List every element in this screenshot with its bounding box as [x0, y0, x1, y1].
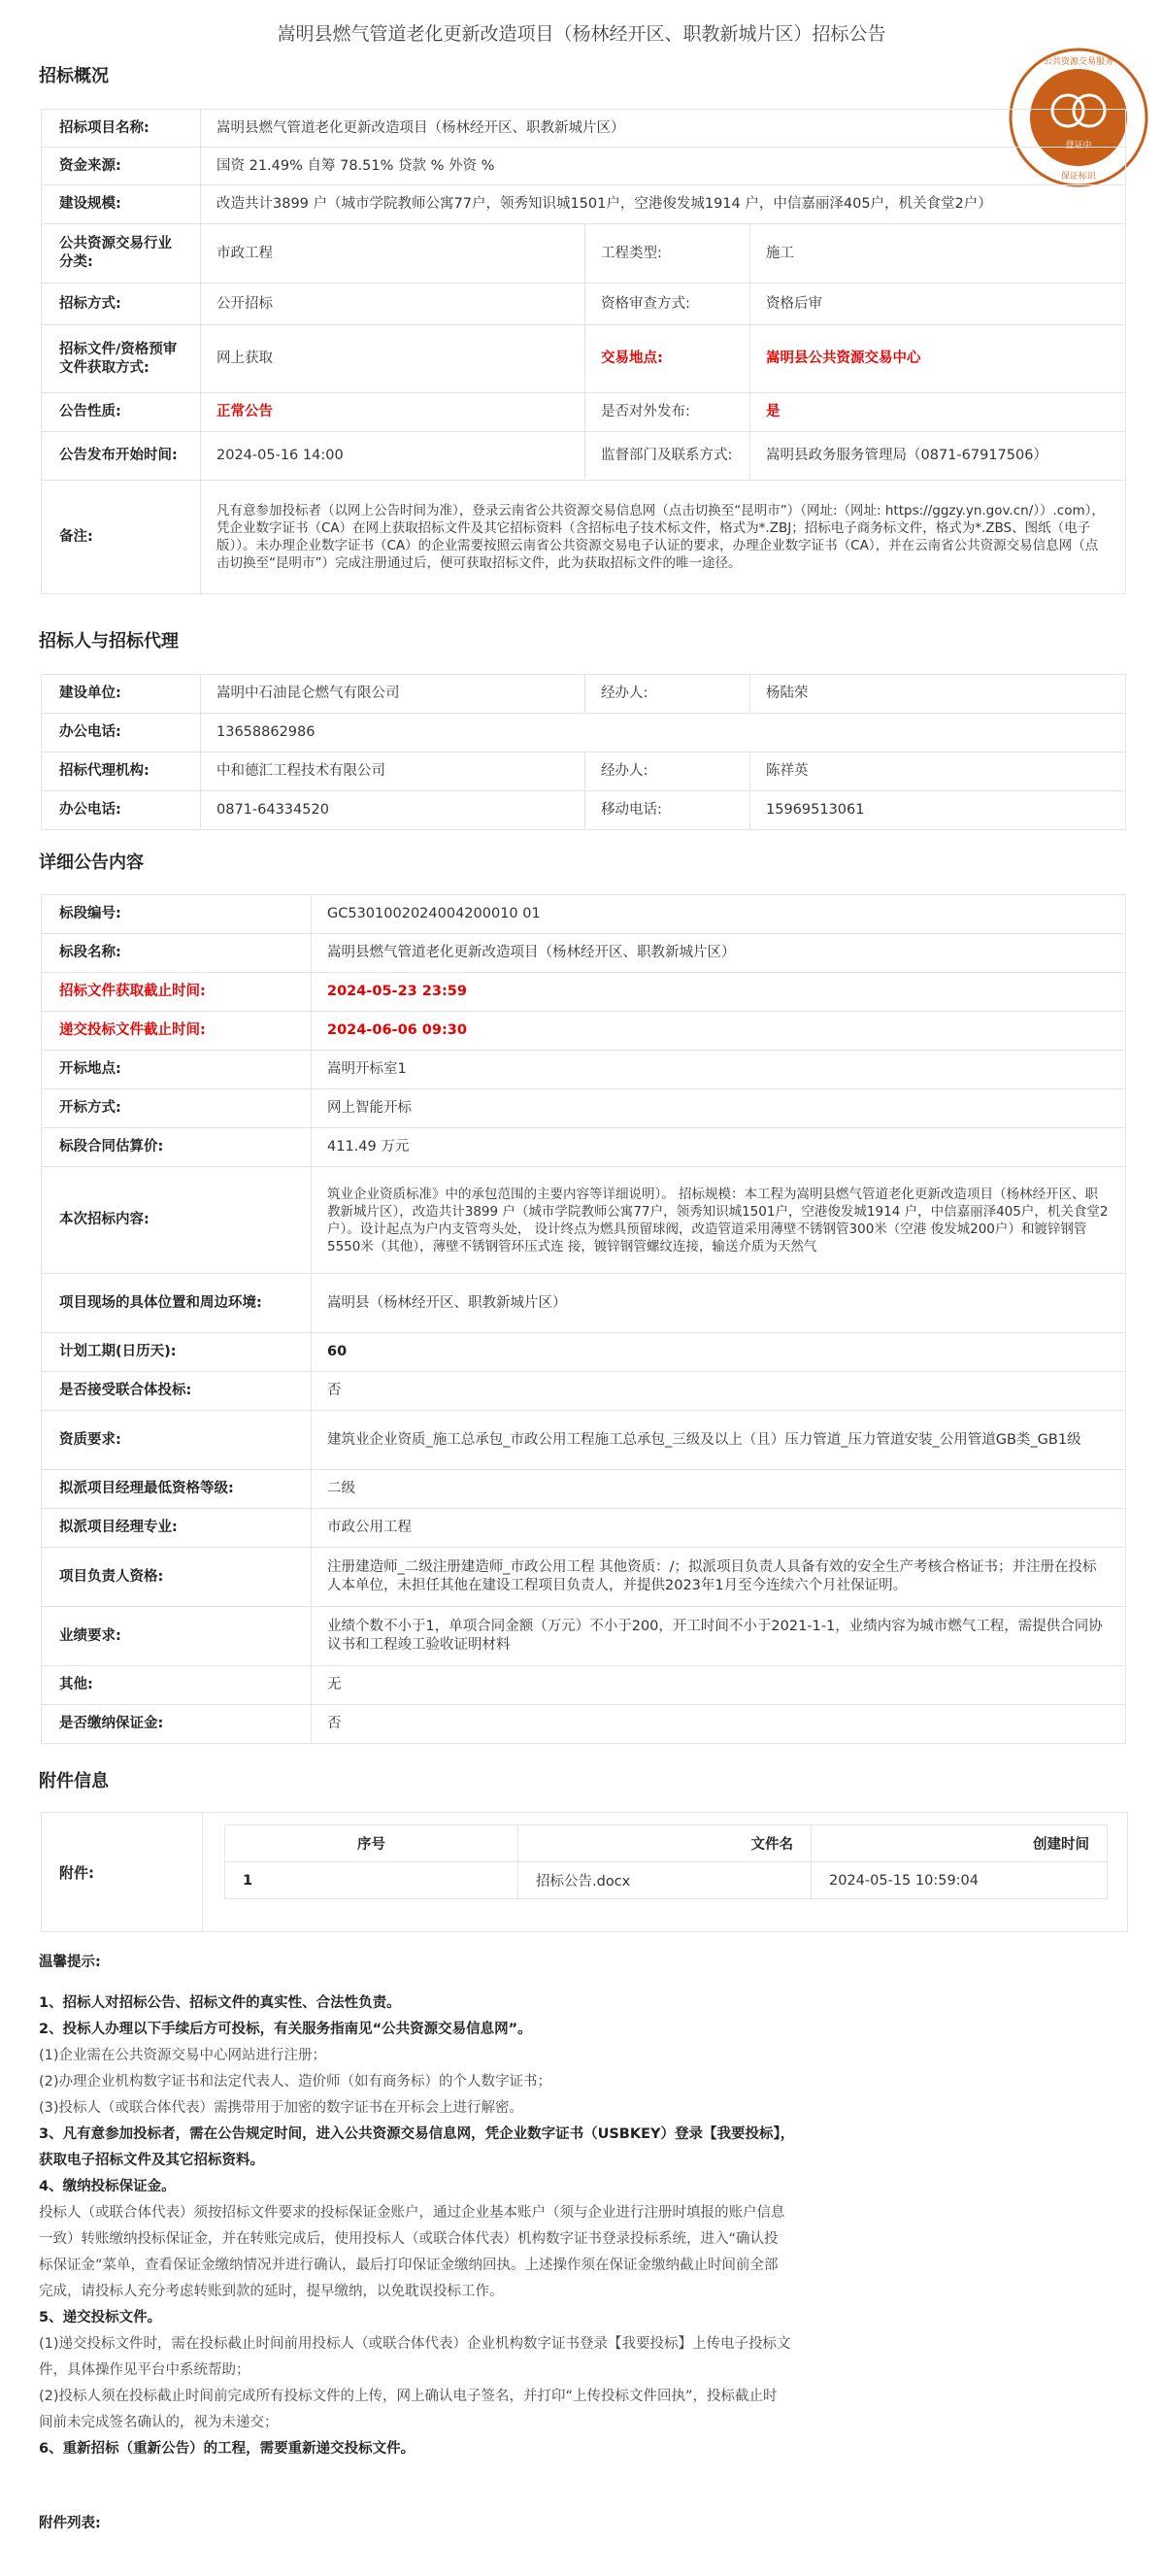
- section-tenderer-title: 招标人与招标代理: [39, 631, 179, 652]
- deposit-label: 是否缴纳保证金:: [42, 1705, 312, 1744]
- performance-value: 业绩个数不小于1，单项合同金额（万元）不小于200，开工时间不小于2021-1-1，业绩内容为城市燃气工程，需提供合同协议书和工程竣工验收证明材料: [312, 1607, 1126, 1666]
- nature-label: 公告性质:: [42, 393, 201, 432]
- section-no-label: 标段编号:: [42, 895, 312, 934]
- content-value: 筑业企业资质标准》中的承包范围的主要内容等详细说明）。 招标规模：本工程为嵩明县燃气管道老化更新改造项目（杨林经开区、职教新城片区），改造共计3899 户（城市学院教师公寓77户，领秀知识城1501户，空港俊发城1914 户，中信嘉丽泽405户，机关食堂2户）。设计起点为户内支管弯头处， 设计终点为燃具预留球阀，改造管道采用薄壁不锈钢管300米（空港 俊发城200户）和镀锌钢管5550米（其他），薄壁不锈钢管环压式连 接，镀锌钢管螺纹连接，输送介质为天然气: [312, 1167, 1126, 1274]
- supervisor-value: 嵩明县政务服务管理局（0871-67917506）: [750, 432, 1126, 481]
- location-label: 项目现场的具体位置和周边环境:: [42, 1274, 312, 1333]
- doc-deadline-label: 招标文件获取截止时间:: [42, 973, 312, 1012]
- other-label: 其他:: [42, 1666, 312, 1705]
- agency-value: 中和德汇工程技术有限公司: [201, 753, 585, 791]
- supervisor-label: 监督部门及联系方式:: [585, 432, 750, 481]
- pm-level-label: 拟派项目经理最低资格等级:: [42, 1470, 312, 1509]
- price-label: 标段合同估算价:: [42, 1128, 312, 1167]
- start-time-label: 公告发布开始时间:: [42, 432, 201, 481]
- category-value: 市政工程: [201, 224, 585, 284]
- attach-list-label: 附件列表:: [39, 2516, 101, 2531]
- notice-line: 一致）转账缴纳投标保证金，并在转账完成后，使用投标人（或联合体代表）机构数字证书登录投标系统，进入“确认投: [39, 2231, 779, 2247]
- location-value: 嵩明县（杨林经开区、职教新城片区）: [312, 1274, 1126, 1333]
- open-place-value: 嵩明开标室1: [312, 1051, 1126, 1089]
- mobile-value: 15969513061: [750, 791, 1126, 830]
- notice-line: 投标人（或联合体代表）须按招标文件要求的投标保证金账户，通过企业基本账户（须与企业进行注册时填报的账户信息: [39, 2205, 785, 2221]
- notice-line: 完成，请投标人充分考虑转账到款的延时，提早缴纳，以免耽误投标工作。: [39, 2284, 504, 2299]
- project-type-value: 施工: [750, 224, 1126, 284]
- attachments-table: [224, 1824, 1108, 1899]
- venue-value: 嵩明县公共资源交易中心: [750, 325, 1126, 393]
- tenderer-table: [41, 674, 1126, 830]
- pm-major-value: 市政公用工程: [312, 1509, 1126, 1548]
- notice-line: (2)办理企业机构数字证书和法定代表人、造价师（如有商务标）的个人数字证书；: [39, 2074, 552, 2090]
- method-label: 招标方式:: [42, 284, 201, 325]
- overview-table: [41, 109, 1126, 594]
- attachments-box: [41, 1812, 1128, 1932]
- attachments-label: 附件:: [42, 1813, 203, 1931]
- att-header-no: 序号: [225, 1825, 518, 1862]
- att-header-name: 文件名: [518, 1825, 812, 1862]
- doc-obtain-label: 招标文件/资格预审文件获取方式:: [42, 325, 201, 393]
- qualification-value: 建筑业企业资质_施工总承包_市政公用工程施工总承包_三级及以上（且）压力管道_压力管道安装_公用管道GB类_GB1级: [312, 1411, 1126, 1470]
- qual-review-label: 资格审查方式:: [585, 284, 750, 325]
- other-value: 无: [312, 1666, 1126, 1705]
- phone-value: 13658862986: [201, 714, 1126, 753]
- notice-line: 3、凡有意参加投标者，需在公告规定时间，进入公共资源交易信息网，凭企业数字证书（USBKEY）登录【我要投标】，: [39, 2126, 795, 2142]
- scale-value: 改造共计3899 户（城市学院教师公寓77户，领秀知识城1501户，空港俊发城1914 户，中信嘉丽泽405户，机关食堂2户）: [201, 185, 1126, 224]
- external-value: 是: [750, 393, 1126, 432]
- notice-line: (1)递交投标文件时，需在投标截止时间前用投标人（或联合体代表）企业机构数字证书登录【我要投标】上传电子投标文: [39, 2336, 791, 2352]
- att-row-time: 2024-05-15 10:59:04: [812, 1862, 1108, 1899]
- handler-value: 杨陆荣: [750, 675, 1126, 714]
- external-label: 是否对外发布:: [585, 393, 750, 432]
- method-value: 公开招标: [201, 284, 585, 325]
- svg-text:登证中: 登证中: [1065, 141, 1092, 151]
- agency-label: 招标代理机构:: [42, 753, 201, 791]
- agency-phone-value: 0871-64334520: [201, 791, 585, 830]
- project-name-label: 招标项目名称:: [42, 110, 201, 148]
- section-overview-title: 招标概况: [39, 66, 109, 86]
- open-method-label: 开标方式:: [42, 1089, 312, 1128]
- section-detail-title: 详细公告内容: [39, 853, 144, 873]
- qualification-label: 资质要求:: [42, 1411, 312, 1470]
- table-row: [225, 1862, 1108, 1899]
- bid-deadline-label: 递交投标文件截止时间:: [42, 1012, 312, 1051]
- period-value: 60: [312, 1333, 1126, 1372]
- notice-line: 5、递交投标文件。: [39, 2310, 162, 2325]
- notice-line: 间前未完成签名确认的，视为未递交；: [39, 2415, 279, 2430]
- agency-handler-value: 陈祥英: [750, 753, 1126, 791]
- pm-major-label: 拟派项目经理专业:: [42, 1509, 312, 1548]
- notice-line: 4、缴纳投标保证金。: [39, 2179, 176, 2194]
- detail-table: [41, 894, 1126, 1744]
- mobile-label: 移动电话:: [585, 791, 750, 830]
- section-name-label: 标段名称:: [42, 934, 312, 973]
- section-name-value: 嵩明县燃气管道老化更新改造项目（杨林经开区、职教新城片区）: [312, 934, 1126, 973]
- notice-line: 获取电子招标文件及其它招标资料。: [39, 2153, 264, 2168]
- agency-phone-label: 办公电话:: [42, 791, 201, 830]
- unit-label: 建设单位:: [42, 675, 201, 714]
- att-header-time: 创建时间: [812, 1825, 1108, 1862]
- start-time-value: 2024-05-16 14:00: [201, 432, 585, 481]
- fund-value: 国资 21.49% 自筹 78.51% 贷款 % 外资 %: [201, 148, 1126, 185]
- remark-value: 凡有意参加投标者（以网上公告时间为准），登录云南省公共资源交易信息网（点击切换至“昆明市”）（网址:（网址: https://ggzy.yn.gov.cn/））.com），凭企业数字证书（CA）在网上获取招标文件及其它招标资料（含招标电子技术标文件，格式为*.ZBJ；招标电子商务标文件，格式为*.ZBS、图纸（电子版））。未办理企业数字证书（CA）的企业需要按照云南省公共资源交易电子认证的要求，办理企业数字证书（CA），并在云南省公共资源交易信息网（点击切换至“昆明市”）完成注册通过后，便可获取招标文件，此为获取招标文件的唯一途径。: [201, 481, 1126, 594]
- project-type-label: 工程类型:: [585, 224, 750, 284]
- open-method-value: 网上智能开标: [312, 1089, 1126, 1128]
- notice-line: (3)投标人（或联合体代表）需携带用于加密的数字证书在开标会上进行解密。: [39, 2100, 524, 2116]
- svg-text:公共资源交易服务: 公共资源交易服务: [1043, 57, 1114, 67]
- deposit-value: 否: [312, 1705, 1126, 1744]
- doc-deadline-value: 2024-05-23 23:59: [312, 973, 1126, 1012]
- section-no-value: GC5301002024004200010 01: [312, 895, 1126, 934]
- page-title: 嵩明县燃气管道老化更新改造项目（杨林经开区、职教新城片区）招标公告: [277, 23, 886, 45]
- notice-line: 标保证金”菜单，查看保证金缴纳情况并进行确认，最后打印保证金缴纳回执。上述操作须在保证金缴纳截止时间前全部: [39, 2258, 779, 2273]
- notice-line: (1)企业需在公共资源交易中心网站进行注册；: [39, 2048, 327, 2063]
- doc-obtain-value: 网上获取: [201, 325, 585, 393]
- fund-label: 资金来源:: [42, 148, 201, 185]
- performance-label: 业绩要求:: [42, 1607, 312, 1666]
- category-label: 公共资源交易行业分类:: [42, 224, 201, 284]
- agency-handler-label: 经办人:: [585, 753, 750, 791]
- notice-line: (2)投标人须在投标截止时间前完成所有投标文件的上传，网上确认电子签名，并打印“上传投标文件回执”，投标截止时: [39, 2389, 778, 2404]
- price-value: 411.49 万元: [312, 1128, 1126, 1167]
- notice-line: 1、招标人对招标公告、招标文件的真实性、合法性负责。: [39, 1995, 401, 2011]
- leader-label: 项目负责人资格:: [42, 1548, 312, 1607]
- notice-heading: 温馨提示:: [39, 1955, 101, 1970]
- open-place-label: 开标地点:: [42, 1051, 312, 1089]
- scale-label: 建设规模:: [42, 185, 201, 224]
- leader-value: 注册建造师_二级注册建造师_市政公用工程 其他资质：/；拟派项目负责人具备有效的安全生产考核合格证书；并注册在投标人本单位，未担任其他在建设工程项目负责人，并提供2023年1月至今连续六个月社保证明。: [312, 1548, 1126, 1607]
- att-file-link[interactable]: 招标公告.docx: [518, 1862, 812, 1899]
- consortium-value: 否: [312, 1372, 1126, 1411]
- consortium-label: 是否接受联合体投标:: [42, 1372, 312, 1411]
- att-row-no: 1: [225, 1862, 518, 1899]
- unit-value: 嵩明中石油昆仑燃气有限公司: [201, 675, 585, 714]
- svg-text:保证标识: 保证标识: [1060, 172, 1097, 182]
- notice-line: 2、投标人办理以下手续后方可投标，有关服务指南见“公共资源交易信息网”。: [39, 2022, 532, 2037]
- project-name-value: 嵩明县燃气管道老化更新改造项目（杨林经开区、职教新城片区）: [201, 110, 1126, 148]
- phone-label: 办公电话:: [42, 714, 201, 753]
- notice-body: [39, 1991, 913, 2462]
- handler-label: 经办人:: [585, 675, 750, 714]
- notice-line: 6、重新招标（重新公告）的工程，需要重新递交投标文件。: [39, 2441, 415, 2457]
- bid-deadline-value: 2024-06-06 09:30: [312, 1012, 1126, 1051]
- content-label: 本次招标内容:: [42, 1167, 312, 1274]
- period-label: 计划工期(日历天):: [42, 1333, 312, 1372]
- pm-level-value: 二级: [312, 1470, 1126, 1509]
- section-attachments-title: 附件信息: [39, 1771, 109, 1791]
- venue-label: 交易地点:: [585, 325, 750, 393]
- qual-review-value: 资格后审: [750, 284, 1126, 325]
- notice-line: 件，具体操作见平台中系统帮助；: [39, 2362, 250, 2378]
- nature-value: 正常公告: [201, 393, 585, 432]
- remark-label: 备注:: [42, 481, 201, 594]
